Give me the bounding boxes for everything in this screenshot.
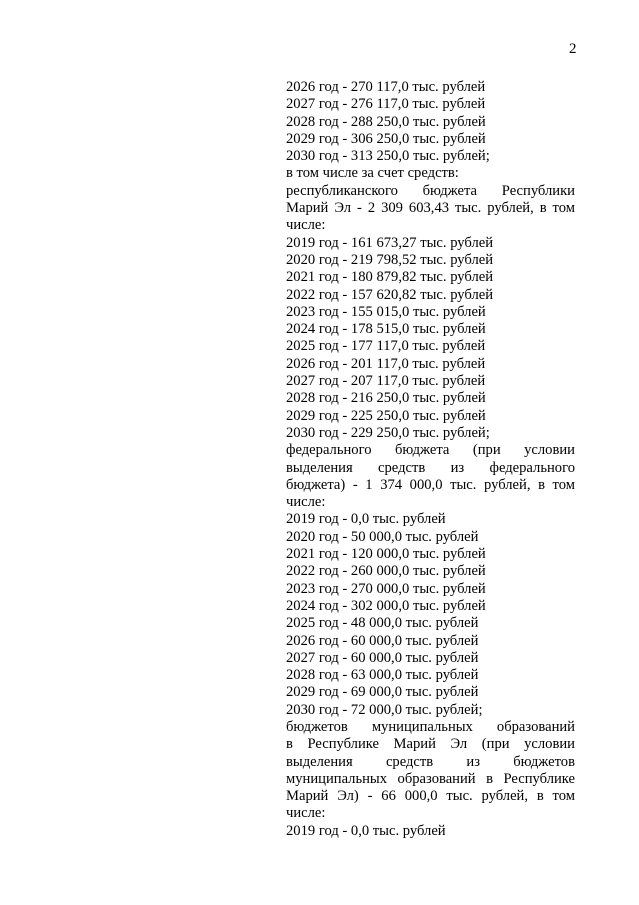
text-line: 2025 год - 177 117,0 тыс. рублей: [286, 338, 486, 355]
text-line: 2027 год - 60 000,0 тыс. рублей: [286, 649, 479, 666]
text-line: 2022 год - 157 620,82 тыс. рублей: [286, 286, 494, 303]
text-line: Марий Эл - 2 309 603,43 тыс. рублей, в том: [286, 200, 575, 217]
text-line: 2027 год - 276 117,0 тыс. рублей: [286, 96, 486, 113]
text-line: бюджетов муниципальных образований: [286, 718, 575, 735]
page-number: 2: [569, 41, 577, 57]
text-line: 2020 год - 219 798,52 тыс. рублей: [286, 251, 494, 268]
text-line: 2019 год - 0,0 тыс. рублей: [286, 511, 446, 528]
text-line: 2019 год - 0,0 тыс. рублей: [286, 822, 446, 839]
text-line: 2019 год - 161 673,27 тыс. рублей: [286, 234, 494, 251]
text-line: 2023 год - 155 015,0 тыс. рублей: [286, 303, 486, 320]
text-line: республиканского бюджета Республики: [286, 182, 575, 199]
text-line: федерального бюджета (при условии: [286, 442, 575, 459]
text-line: числе:: [286, 217, 326, 234]
text-line: 2029 год - 69 000,0 тыс. рублей: [286, 684, 479, 701]
text-line: 2029 год - 306 250,0 тыс. рублей: [286, 130, 486, 147]
text-line: 2030 год - 313 250,0 тыс. рублей;: [286, 148, 490, 165]
text-line: 2028 год - 216 250,0 тыс. рублей: [286, 390, 486, 407]
text-line: 2026 год - 60 000,0 тыс. рублей: [286, 632, 479, 649]
text-line: выделения средств из федерального: [286, 459, 575, 476]
text-line: 2024 год - 178 515,0 тыс. рублей: [286, 321, 486, 338]
document-body: [286, 79, 575, 840]
text-line: 2024 год - 302 000,0 тыс. рублей: [286, 597, 486, 614]
text-line: 2026 год - 270 117,0 тыс. рублей: [286, 79, 486, 95]
text-line: 2026 год - 201 117,0 тыс. рублей: [286, 355, 486, 372]
text-line: муниципальных образований в Республике: [286, 770, 575, 787]
text-line: Марий Эл) - 66 000,0 тыс. рублей, в том: [286, 788, 575, 805]
text-line: 2030 год - 229 250,0 тыс. рублей;: [286, 424, 490, 441]
text-line: в Республике Марий Эл (при условии: [286, 736, 575, 753]
text-line: 2029 год - 225 250,0 тыс. рублей: [286, 407, 486, 424]
text-line: 2022 год - 260 000,0 тыс. рублей: [286, 563, 486, 580]
text-line: числе:: [286, 494, 326, 511]
text-line: 2020 год - 50 000,0 тыс. рублей: [286, 528, 479, 545]
text-line: выделения средств из бюджетов: [286, 753, 575, 770]
text-line: 2025 год - 48 000,0 тыс. рублей: [286, 615, 479, 632]
text-line: 2028 год - 63 000,0 тыс. рублей: [286, 667, 479, 684]
text-line: бюджета) - 1 374 000,0 тыс. рублей, в том: [286, 476, 575, 493]
text-line: 2027 год - 207 117,0 тыс. рублей: [286, 373, 486, 390]
text-line: 2023 год - 270 000,0 тыс. рублей: [286, 580, 486, 597]
text-line: 2028 год - 288 250,0 тыс. рублей: [286, 113, 486, 130]
text-line: числе:: [286, 805, 326, 822]
text-line: 2021 год - 180 879,82 тыс. рублей: [286, 269, 494, 286]
text-line: 2030 год - 72 000,0 тыс. рублей;: [286, 701, 483, 718]
text-line: 2021 год - 120 000,0 тыс. рублей: [286, 546, 486, 563]
text-line: в том числе за счет средств:: [286, 165, 459, 182]
